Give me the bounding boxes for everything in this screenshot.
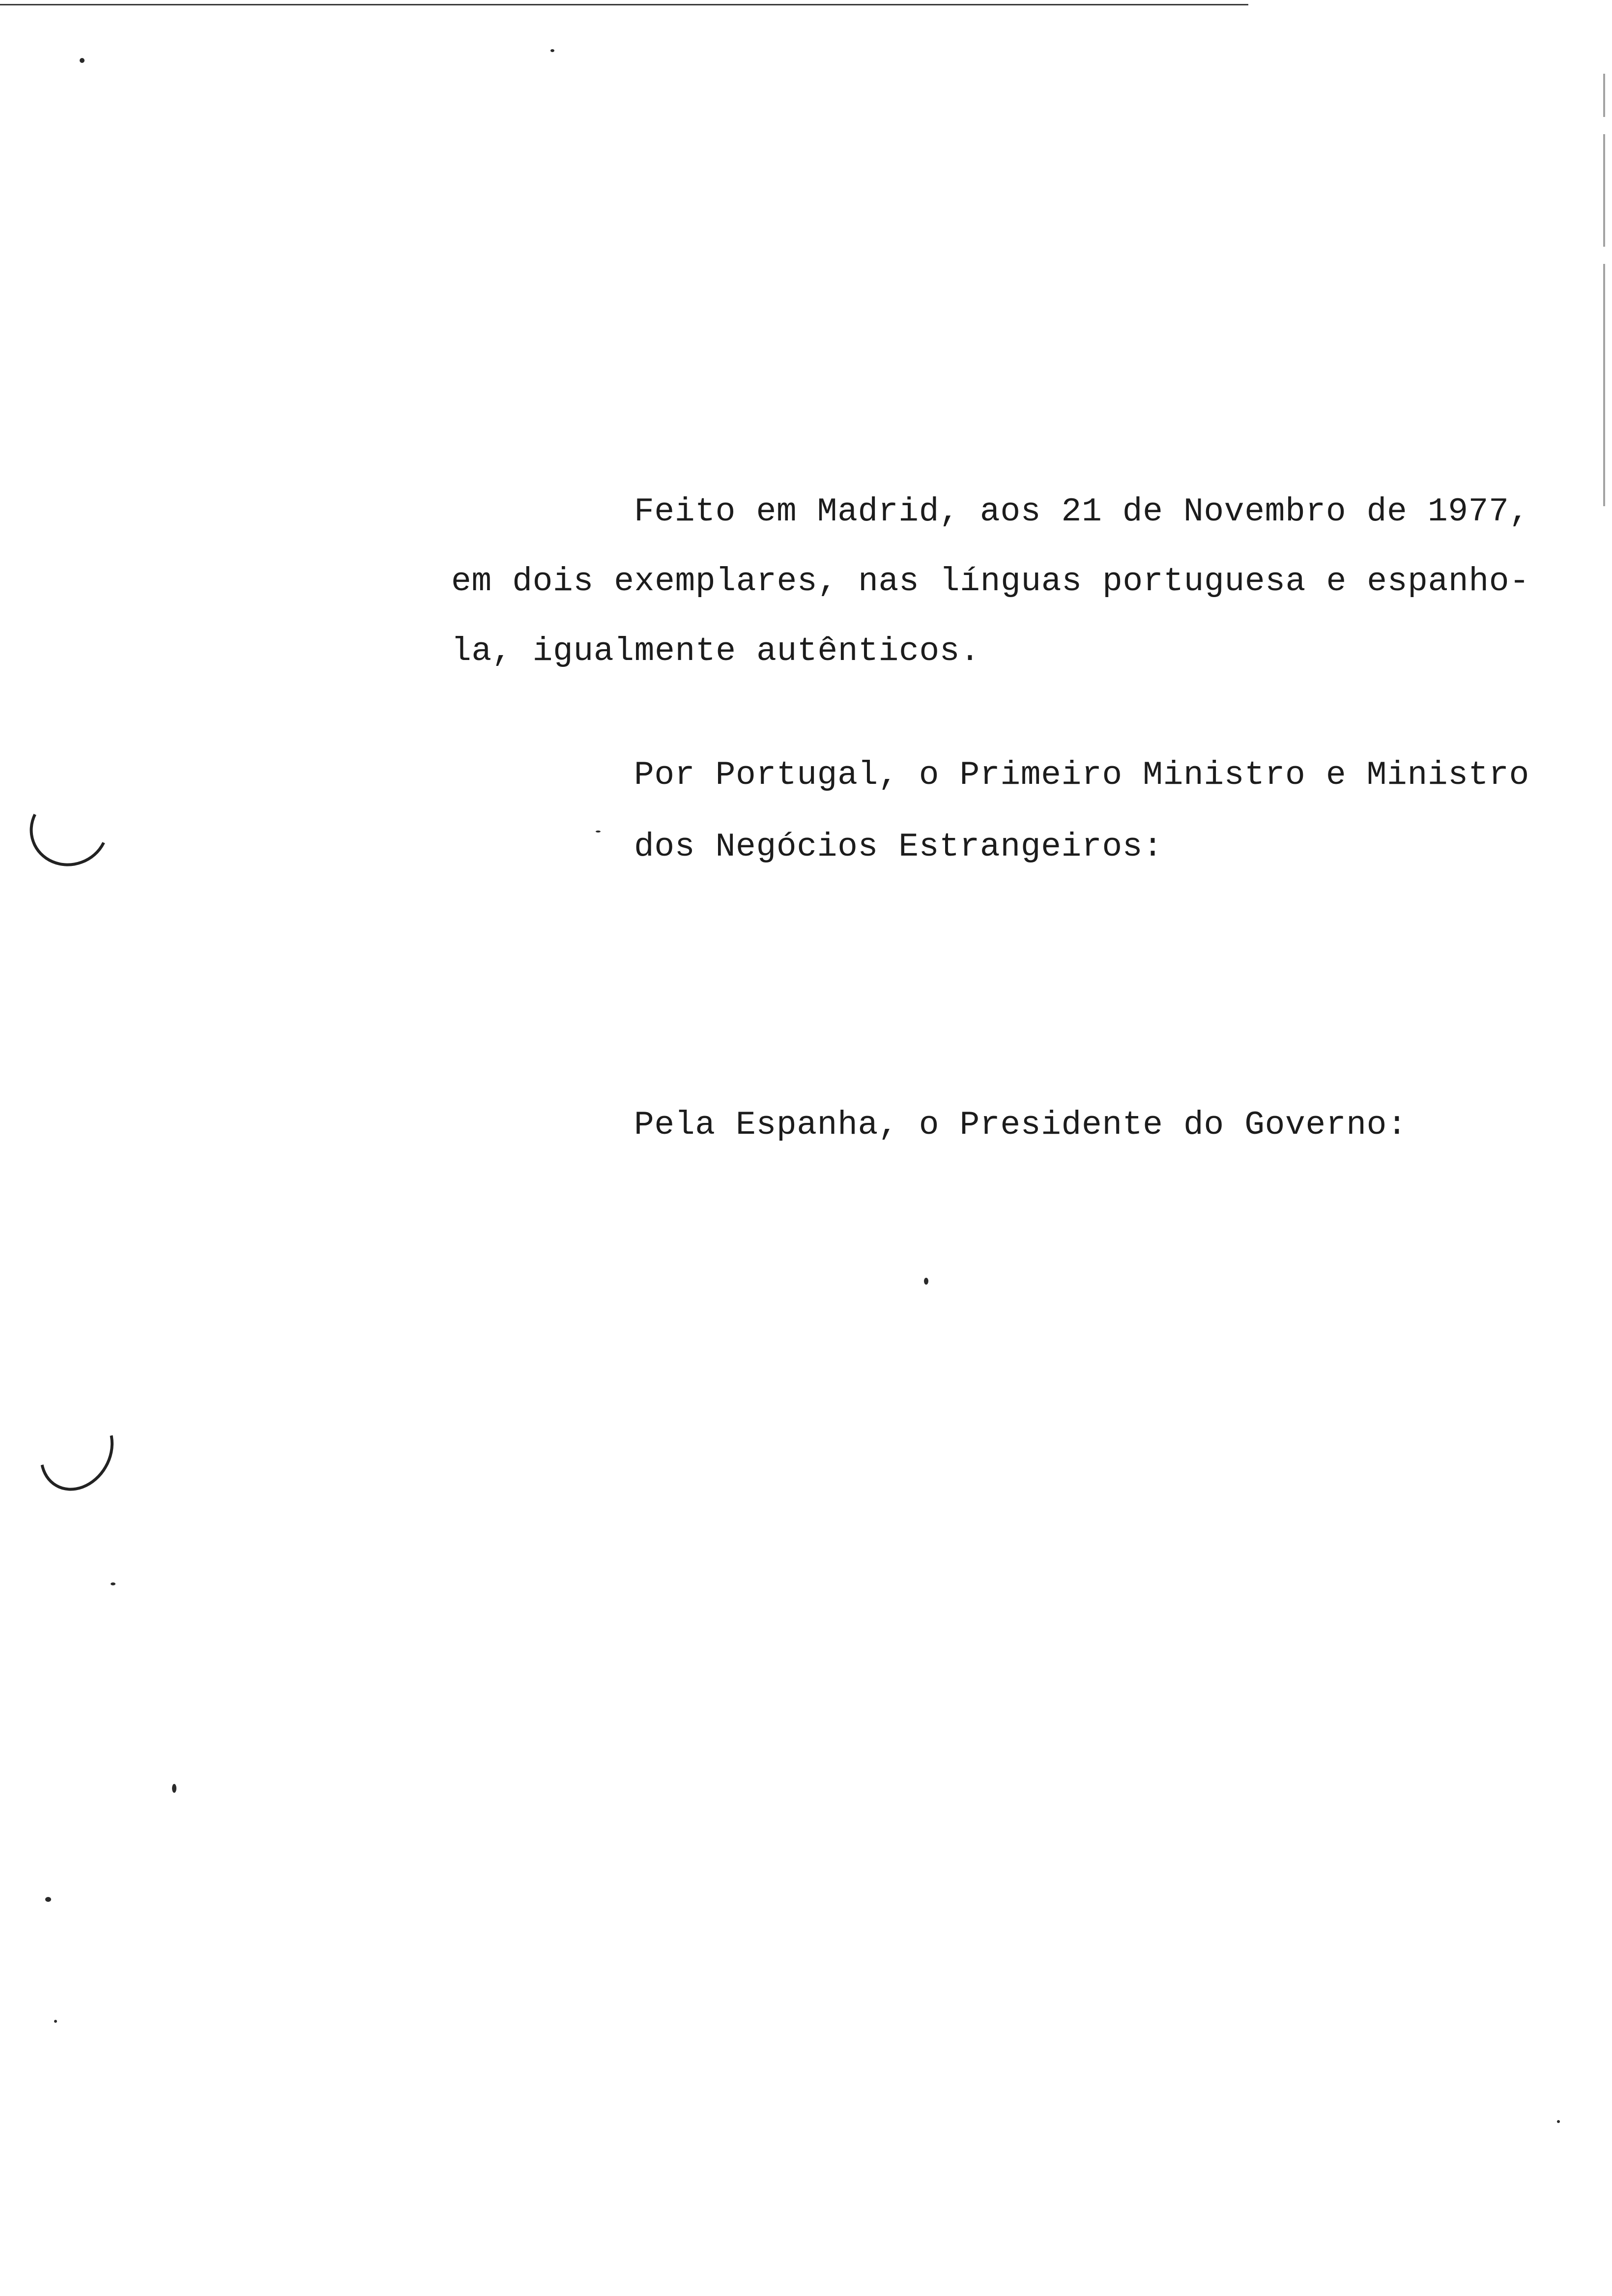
speck [1557, 2120, 1560, 2123]
signatory-portugal-title: Por Portugal, o Primeiro Ministro e Ministro [634, 756, 1529, 794]
speck [80, 58, 85, 63]
closing-line-authenticity: la, igualmente autênticos. [451, 632, 980, 670]
right-edge-shadow [1603, 74, 1605, 506]
punch-hole-mark-upper [19, 780, 119, 877]
speck [111, 1582, 115, 1585]
speck [596, 831, 601, 832]
speck [924, 1278, 928, 1285]
closing-line-copies: em dois exemplares, nas línguas portuguesa e espanho- [451, 563, 1530, 601]
closing-line-place-date: Feito em Madrid, aos 21 de Novembro de 1977, [634, 493, 1529, 531]
signatory-portugal-title-continued: dos Negócios Estrangeiros: [634, 828, 1163, 866]
speck [45, 1897, 51, 1902]
speck [550, 49, 554, 52]
speck [172, 1784, 176, 1793]
signatory-spain-title: Pela Espanha, o Presidente do Governo: [634, 1106, 1408, 1144]
punch-hole-mark-lower [26, 1396, 128, 1504]
top-border-line [0, 4, 1248, 5]
speck [54, 2020, 57, 2023]
